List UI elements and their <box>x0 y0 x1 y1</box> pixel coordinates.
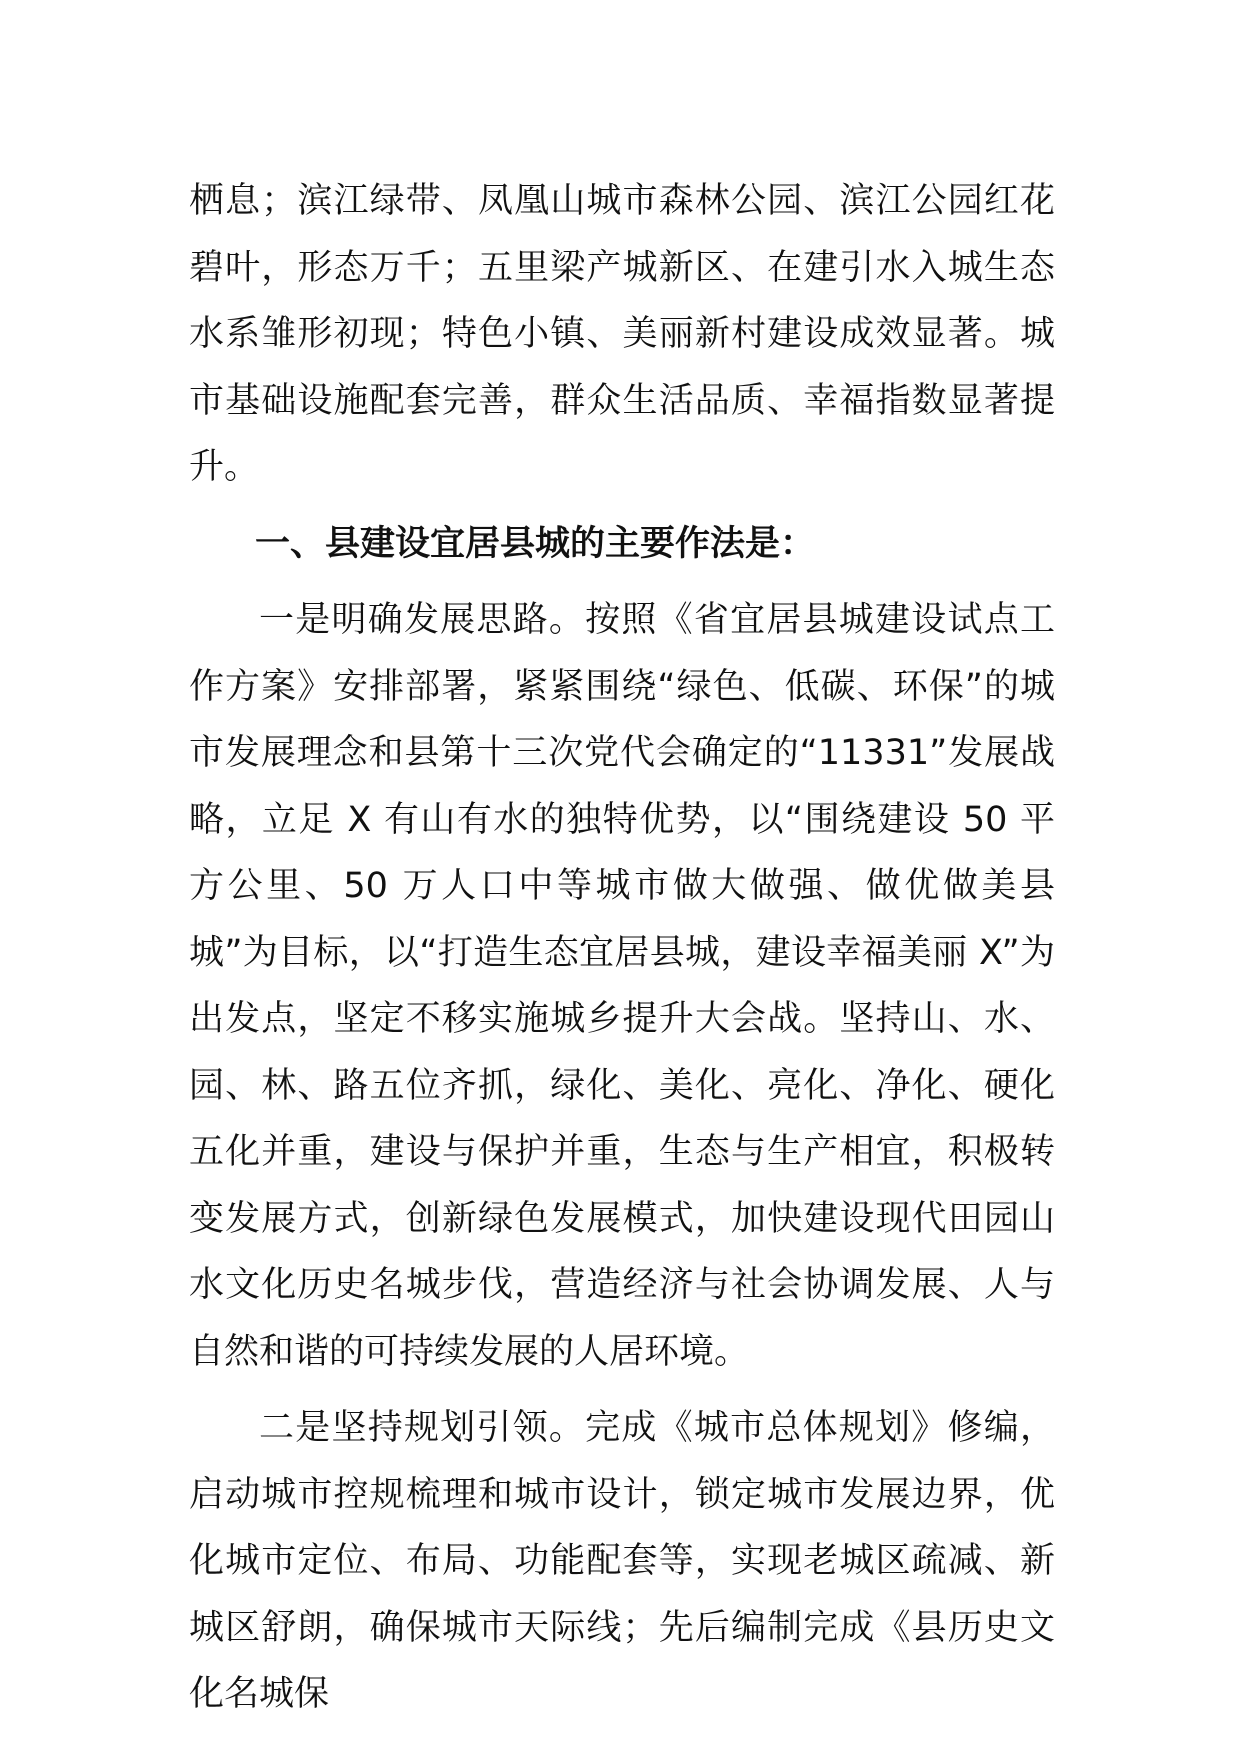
section-heading: 一、县建设宜居县城的主要作法是： <box>255 523 816 564</box>
document-body <box>189 168 1055 1728</box>
paragraph-point-one: 一是明确发展思路。按照《省宜居县城建设试点工作方案》安排部署，紧紧围绕“绿色、低碳、环保”的城市发展理念和县第十三次党代会确定的“11331”发展战略，立足 X 有山有水的独特优势，以“围绕建设 50 平方公里、50 万人口中等城市做大做强、做优做美县城”为目标，以“打造生态宜居县城，建设幸福美丽 X”为出发点，坚定不移实施城乡提升大会战。坚持山、水、园、林、路五位齐抓，绿化、美化、亮化、净化、硬化五化并重，建设与保护并重，生态与生产相宜，积极转变发展方式，创新绿色发展模式，加快建设现代田园山水文化历史名城步伐，营造经济与社会协调发展、人与自然和谐的可持续发展的人居环境。 <box>189 600 1055 1372</box>
paragraph-point-two: 二是坚持规划引领。完成《城市总体规划》修编，启动城市控规梳理和城市设计，锁定城市发展边界，优化城市定位、布局、功能配套等，实现老城区疏减、新城区舒朗，确保城市天际线；先后编制完成《县历史文化名城保 <box>189 1408 1055 1714</box>
continuation-paragraph: 栖息；滨江绿带、凤凰山城市森林公园、滨江公园红花碧叶，形态万千；五里梁产城新区、在建引水入城生态水系雏形初现；特色小镇、美丽新村建设成效显著。城市基础设施配套完善，群众生活品质、幸福指数显著提升。 <box>189 181 1055 487</box>
